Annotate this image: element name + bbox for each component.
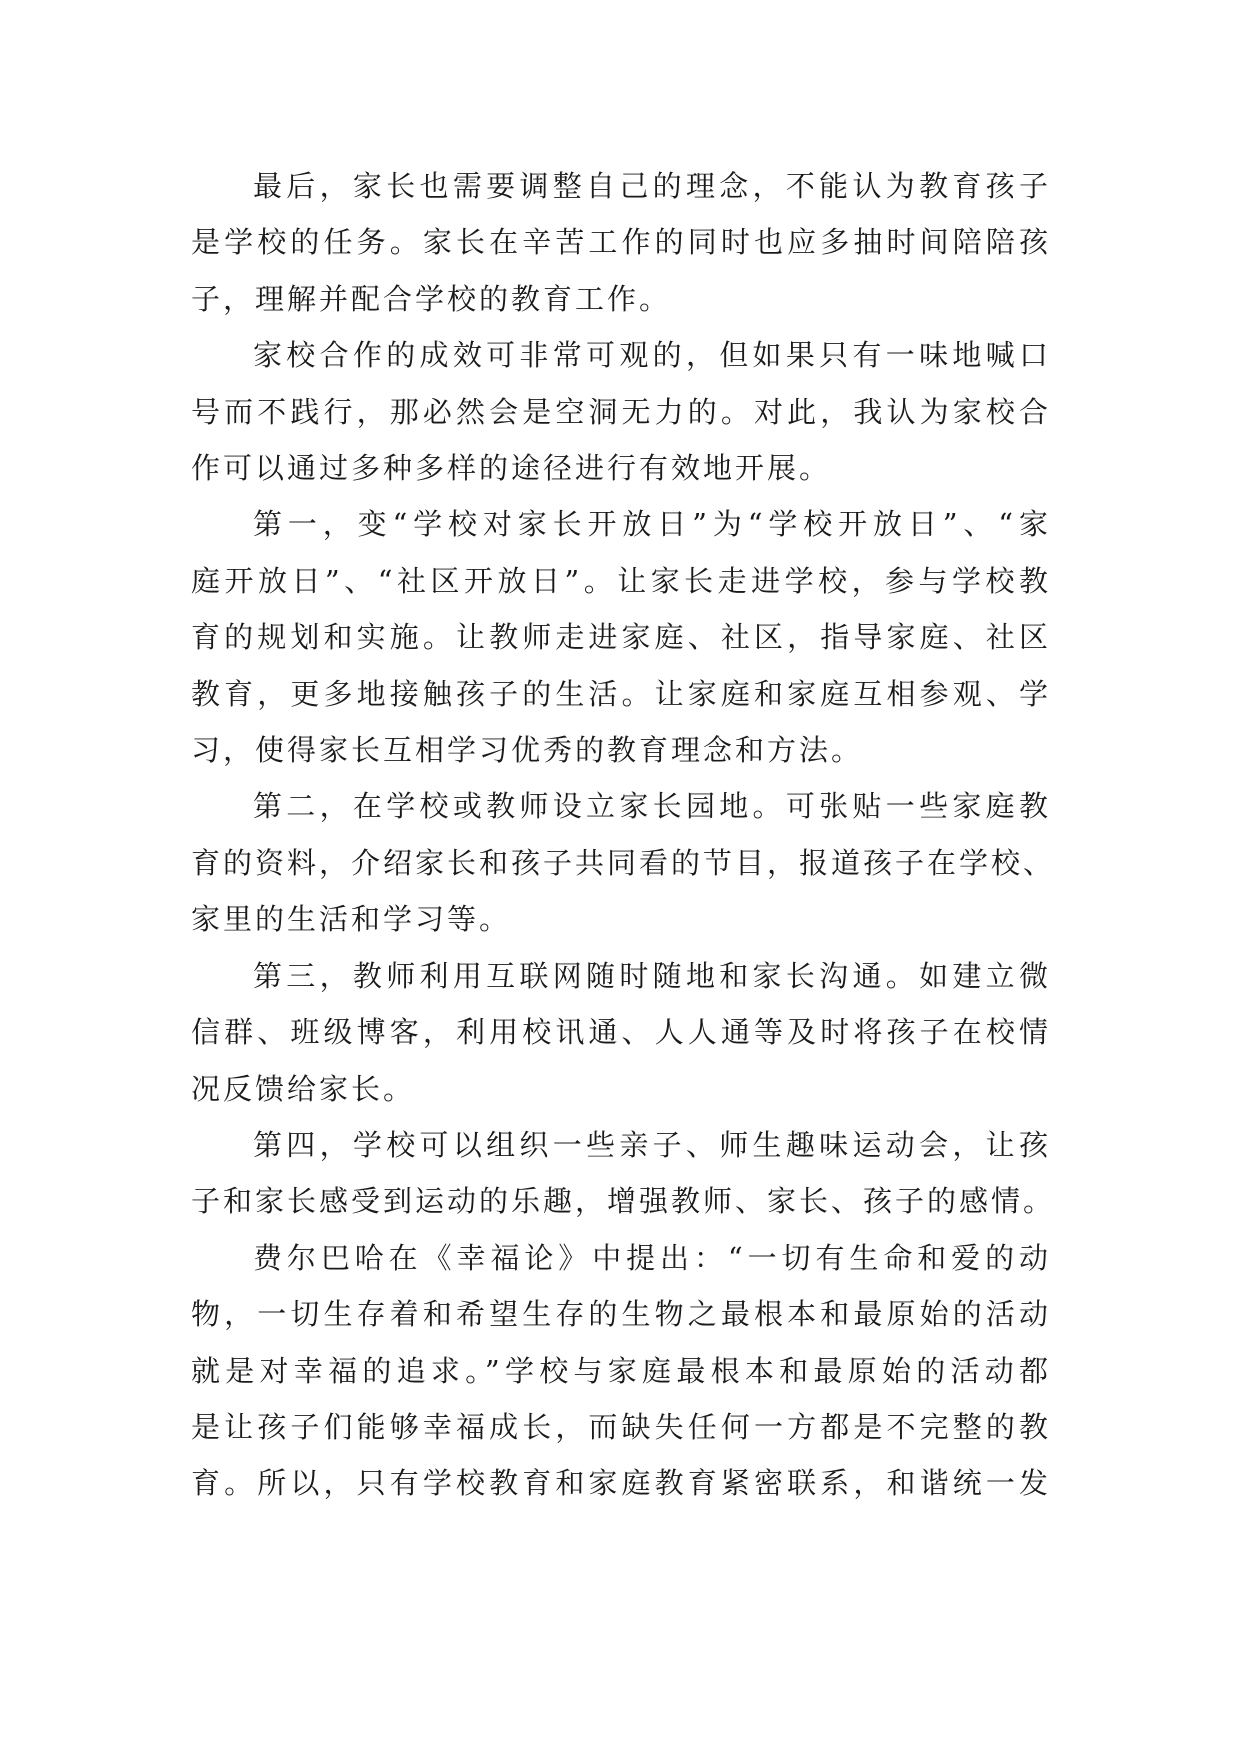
paragraph-line: 是学校的任务。家长在辛苦工作的同时也应多抽时间陪陪孩 — [191, 225, 1051, 260]
paragraph-line: 育的资料，介绍家长和孩子共同看的节目，报道孩子在学校、 — [191, 845, 1056, 880]
paragraph-line: 号而不践行，那必然会是空洞无力的。对此，我认为家校合 — [191, 394, 1051, 429]
paragraph-line: 庭开放日”、“社区开放日”。让家长走进学校，参与学校教 — [191, 563, 1051, 598]
paragraph-line: 作可以通过多种多样的途径进行有效地开展。 — [191, 451, 832, 486]
paragraph-line: 物，一切生存着和希望生存的生物之最根本和最原始的活动 — [191, 1297, 1051, 1332]
paragraph-5 — [191, 948, 1051, 1117]
paragraph-line: 子和家长感受到运动的乐趣，增强教师、家长、孩子的感情。 — [191, 1184, 1056, 1219]
paragraph-line: 最后，家长也需要调整自己的理念，不能认为教育孩子 — [253, 169, 1051, 203]
paragraph-3 — [191, 496, 1051, 778]
paragraph-6 — [191, 1117, 1056, 1230]
paragraph-line: 是让孩子们能够幸福成长，而缺失任何一方都是不完整的教 — [191, 1409, 1051, 1444]
paragraph-line: 家里的生活和学习等。 — [191, 902, 512, 937]
paragraph-line: 第四，学校可以组织一些亲子、师生趣味运动会，让孩 — [253, 1127, 1051, 1162]
paragraph-line: 信群、班级博客，利用校讯通、人人通等及时将孩子在校情 — [191, 1015, 1051, 1050]
paragraph-line: 费尔巴哈在《幸福论》中提出：“一切有生命和爱的动 — [253, 1240, 1051, 1275]
paragraph-line: 教育，更多地接触孩子的生活。让家庭和家庭互相参观、学 — [191, 676, 1051, 711]
paragraph-line: 育的规划和实施。让教师走进家庭、社区，指导家庭、社区 — [191, 620, 1051, 655]
paragraph-line: 子，理解并配合学校的教育工作。 — [191, 281, 672, 316]
document-body — [191, 158, 1056, 1512]
paragraph-line: 家校合作的成效可非常可观的，但如果只有一味地喊口 — [253, 338, 1051, 373]
paragraph-line: 第二，在学校或教师设立家长园地。可张贴一些家庭教 — [253, 789, 1051, 824]
paragraph-4 — [191, 778, 1056, 947]
paragraph-line: 第一，变“学校对家长开放日”为“学校开放日”、“家 — [253, 507, 1051, 542]
paragraph-line: 育。所以，只有学校教育和家庭教育紧密联系，和谐统一发 — [191, 1466, 1051, 1501]
paragraph-1 — [191, 158, 1051, 327]
paragraph-2 — [191, 327, 1051, 496]
paragraph-7 — [191, 1230, 1051, 1512]
paragraph-line: 况反馈给家长。 — [191, 1071, 416, 1106]
paragraph-line: 习，使得家长互相学习优秀的教育理念和方法。 — [191, 733, 864, 768]
paragraph-line: 就是对幸福的追求。”学校与家庭最根本和最原始的活动都 — [191, 1353, 1051, 1388]
paragraph-line: 第三，教师利用互联网随时随地和家长沟通。如建立微 — [253, 958, 1051, 993]
